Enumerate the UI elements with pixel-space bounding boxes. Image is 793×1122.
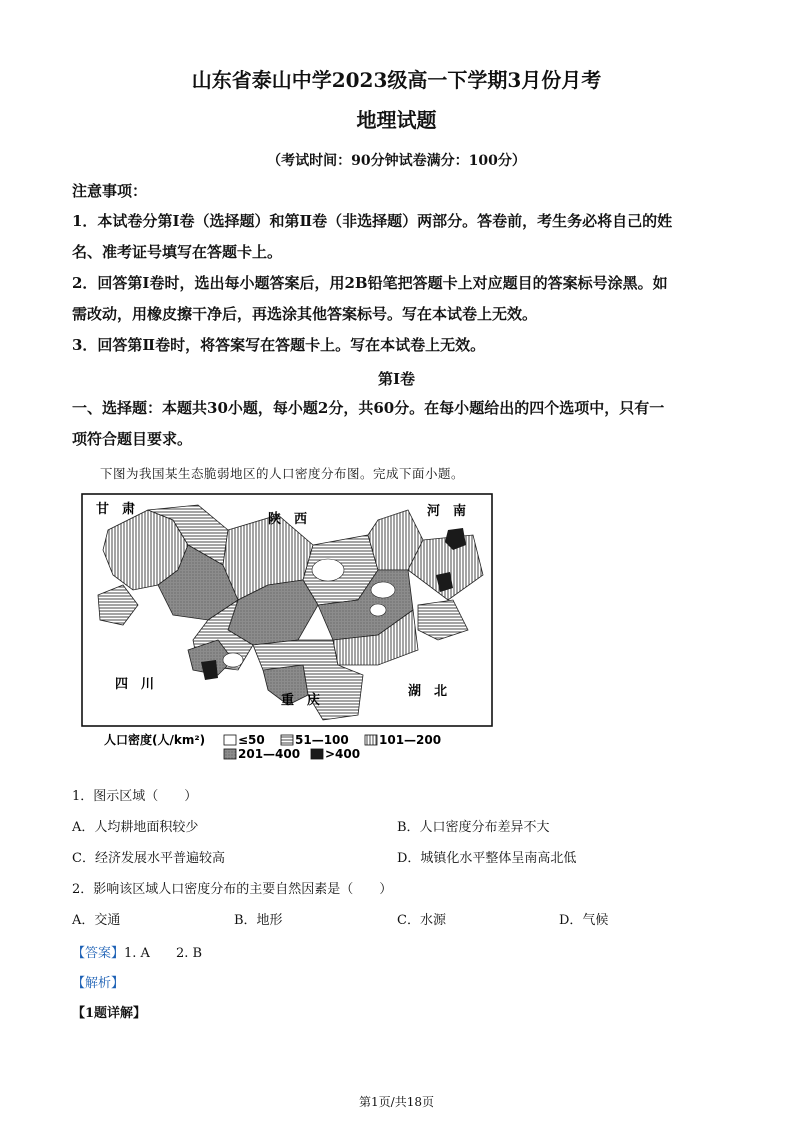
question-1-option-a[interactable]: A．人均耕地面积较少 — [72, 820, 199, 835]
legend-label-3: 101—200 — [379, 733, 442, 747]
notice-item-1-line-1: 1．本试卷分第Ⅰ卷（选择题）和第Ⅱ卷（非选择题）两部分。答卷前，考生务必将自己的姓 — [72, 212, 673, 230]
question-2-option-c[interactable]: C．水源 — [397, 913, 446, 928]
notice-item-2-line-2: 需改动，用橡皮擦干净后，再选涂其他答案标号。写在本试卷上无效。 — [72, 305, 538, 323]
label-hubei: 湖 北 — [408, 684, 448, 699]
legend-swatch-4 — [224, 749, 236, 759]
part-heading-line-1: 一、选择题：本题共30小题，每小题2分，共60分。在每小题给出的四个选项中，只有一 — [72, 399, 665, 417]
analysis-tag: 【解析】 — [72, 976, 125, 991]
answer-tag: 【答案】 — [72, 946, 125, 961]
notice-item-2-line-1: 2．回答第Ⅰ卷时，选出每小题答案后，用2B铅笔把答题卡上对应题目的答案标号涂黑。如 — [72, 274, 668, 292]
legend-swatch-5 — [311, 749, 323, 759]
map-patch — [312, 559, 344, 581]
label-shaanxi: 陕 西 — [268, 512, 308, 527]
notice-item-3: 3．回答第Ⅱ卷时，将答案写在答题卡上。写在本试卷上无效。 — [72, 336, 486, 354]
volume-heading: 第Ⅰ卷 — [377, 370, 416, 388]
question-1-option-b[interactable]: B．人口密度分布差异不大 — [397, 820, 550, 835]
label-henan: 河 南 — [427, 504, 467, 519]
question-2-option-a[interactable]: A．交通 — [72, 913, 121, 928]
legend-label-1: ≤50 — [238, 733, 265, 747]
exam-title: 山东省泰山中学2023级高一下学期3月份月考 — [191, 68, 602, 92]
legend-swatch-1 — [224, 735, 236, 745]
notice-heading: 注意事项： — [72, 182, 148, 200]
map-patch — [223, 653, 243, 667]
detail-tag: 【1题详解】 — [72, 1006, 147, 1021]
map-patch — [371, 582, 395, 598]
question-2-option-b[interactable]: B．地形 — [234, 913, 283, 928]
notice-item-1-line-2: 名、准考证号填写在答题卡上。 — [72, 243, 283, 261]
question-1-option-d[interactable]: D．城镇化水平整体呈南高北低 — [397, 851, 577, 866]
question-2-stem: 2．影响该区域人口密度分布的主要自然因素是（ ） — [72, 882, 393, 897]
legend-swatch-2 — [281, 735, 293, 745]
legend-label-2: 51—100 — [295, 733, 349, 747]
question-1-option-c[interactable]: C．经济发展水平普遍较高 — [72, 851, 225, 866]
legend-label-4: 201—400 — [238, 747, 301, 761]
question-2-option-d[interactable]: D．气候 — [559, 913, 609, 928]
subject-title: 地理试题 — [356, 108, 437, 132]
part-heading — [72, 393, 722, 455]
exam-info: （考试时间：90分钟试卷满分：100分） — [267, 153, 526, 169]
question-1-stem: 1．图示区域（ ） — [72, 789, 198, 804]
population-density-map — [78, 490, 498, 765]
page-number: 第1页/共18页 — [359, 1095, 434, 1109]
answer-text: 1. A 2. B — [124, 946, 203, 961]
notice-item-1 — [72, 206, 722, 361]
legend-label-5: >400 — [325, 747, 361, 761]
part-heading-line-2: 项符合题目要求。 — [72, 430, 193, 448]
answer-line — [72, 942, 202, 961]
label-sichuan: 四 川 — [115, 677, 155, 692]
label-chongqing: 重 庆 — [281, 693, 321, 708]
label-gansu: 甘 肃 — [96, 502, 136, 517]
legend-title: 人口密度(人/km²) — [104, 733, 206, 747]
question-intro: 下图为我国某生态脆弱地区的人口密度分布图。完成下面小题。 — [100, 466, 465, 481]
map-patch — [370, 604, 386, 616]
legend-swatch-3 — [365, 735, 377, 745]
